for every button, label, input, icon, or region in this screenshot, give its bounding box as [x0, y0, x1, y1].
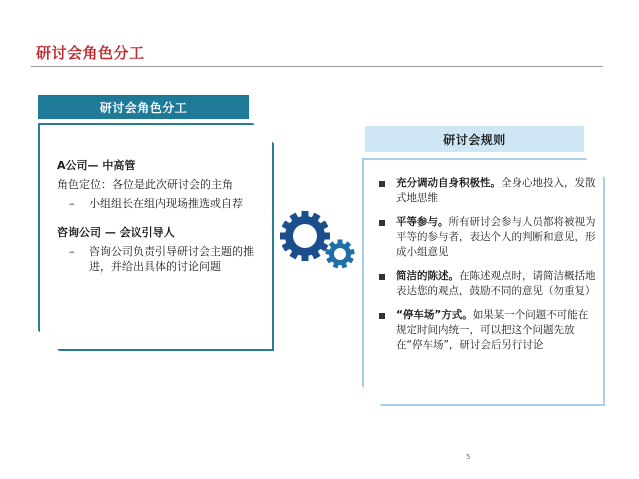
- dash-marker: –: [69, 245, 75, 258]
- gears-icon: [278, 206, 360, 278]
- roles-panel-content: [57, 158, 267, 274]
- role-positioning: 角色定位：各位是此次研讨会的主角: [57, 178, 233, 191]
- role-sub-item: [57, 196, 267, 211]
- rule-text: 如果某一个问题不可能在规定时间内统一，可以把这个问题先放在“停车场”，研讨会后另行讨论: [396, 309, 589, 351]
- rule-text: 所有研讨会参与人员都将被视为平等的参与者，表达个人的判断和意见，形成小组意见: [396, 216, 596, 258]
- role-heading-company: A公司— 中高管: [57, 159, 136, 172]
- small-gear-icon: [325, 240, 354, 269]
- dash-marker: –: [69, 197, 75, 210]
- rule-item: [379, 269, 597, 299]
- rule-title: 简洁的陈述。: [396, 270, 459, 282]
- role-sub-item: [57, 244, 267, 274]
- rule-item: [379, 308, 597, 353]
- title-divider: [31, 66, 603, 67]
- role-sub-text: 咨询公司负责引导研讨会主题的推进，并给出具体的讨论问题: [89, 245, 254, 273]
- rule-item: [379, 215, 597, 260]
- rule-title: “停车场”方式。: [396, 309, 473, 321]
- roles-panel-header: 研讨会角色分工: [38, 95, 249, 119]
- bullet-square-icon: [379, 313, 385, 319]
- role-sub-text: 小组组长在组内现场推选或自荐: [89, 197, 243, 210]
- page-number: 5: [466, 453, 471, 461]
- bullet-square-icon: [379, 181, 385, 187]
- role-heading-consultant: 咨询公司 — 会议引导人: [57, 226, 175, 239]
- rule-title: 平等参与。: [396, 216, 449, 228]
- bullet-square-icon: [379, 220, 385, 226]
- rule-item: [379, 176, 597, 206]
- bullet-square-icon: [379, 274, 385, 280]
- page-title: 研讨会角色分工: [36, 44, 145, 62]
- rule-text: 全身心地投入，发散式地思维: [396, 177, 596, 204]
- rule-title: 充分调动自身积极性。: [396, 177, 501, 189]
- rules-panel-header: 研讨会规则: [365, 126, 584, 152]
- rule-text: 在陈述观点时，请简洁概括地表达您的观点，鼓励不同的意见（勿重复）: [396, 270, 596, 297]
- large-gear-icon: [280, 211, 330, 261]
- rules-list: [379, 176, 597, 362]
